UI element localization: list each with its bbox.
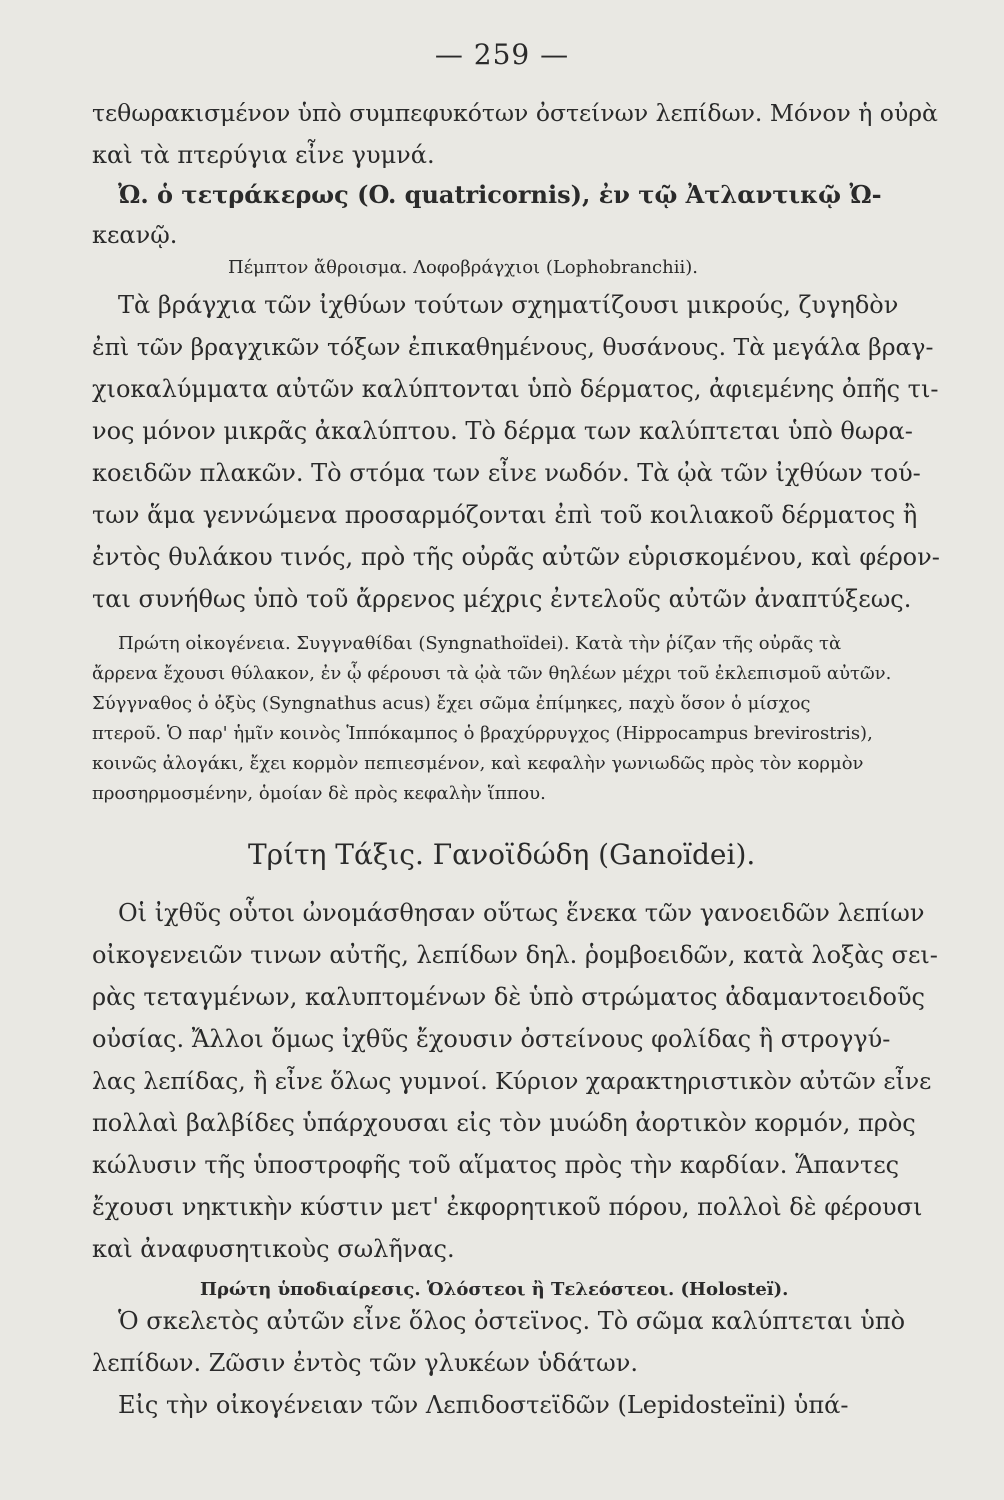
section-heading-lophobranchii: Πέμπτον ἄθροισμα. Λοφοβράγχιοι (Lophobranchii). <box>228 257 698 278</box>
text-line: καὶ τὰ πτερύγια εἶνε γυμνά. <box>92 141 435 169</box>
text-line: νος μόνον μικρᾶς ἀκαλύπτου. Τὸ δέρμα των καλύπτεται ὑπὸ θωρα- <box>92 417 913 445</box>
chapter-heading-ganoidei: Τρίτη Τάξις. Γανοϊδώδη (Ganoïdei). <box>248 838 756 871</box>
small-text-line: κοινῶς ἀλογάκι, ἔχει κορμὸν πεπιεσμένον, καὶ κεφαλὴν γωνιωδῶς πρὸς τὸν κορμὸν <box>92 753 864 774</box>
text-line: Τὰ βράγχια τῶν ἰχθύων τούτων σχηματίζουσι μικρούς, ζυγηδὸν <box>118 291 899 319</box>
text-line: λεπίδων. Ζῶσιν ἐντὸς τῶν γλυκέων ὑδάτων. <box>92 1349 638 1377</box>
text-line: οἰκογενειῶν τινων αὐτῆς, λεπίδων δηλ. ῥομβοειδῶν, κατὰ λοξὰς σει- <box>92 941 938 969</box>
text-line: κεανῷ. <box>92 221 178 249</box>
page-number: — 259 — <box>434 38 570 71</box>
text-line: Ὁ σκελετὸς αὐτῶν εἶνε ὅλος ὀστεϊνος. Τὸ σῶμα καλύπτεται ὑπὸ <box>118 1307 906 1335</box>
text-line: τεθωρακισμένον ὑπὸ συμπεφυκότων ὀστείνων λεπίδων. Μόνον ἡ οὐρὰ <box>92 99 938 127</box>
text-line: λας λεπίδας, ἢ εἶνε ὅλως γυμνοί. Κύριον χαρακτηριστικὸν αὐτῶν εἶνε <box>92 1067 932 1095</box>
text-line: ἐντὸς θυλάκου τινός, πρὸ τῆς οὐρᾶς αὐτῶν εὑρισκομένου, καὶ φέρον- <box>92 543 940 571</box>
text-line: καὶ ἀναφυσητικοὺς σωλῆνας. <box>92 1235 455 1263</box>
species-line: Ὠ. ὁ τετράκερως (O. quatricornis), ἐν τῷ Ἀτλαντικῷ Ὠ- <box>118 180 882 209</box>
text-line: των ἅμα γεννώμενα προσαρμόζονται ἐπὶ τοῦ κοιλιακοῦ δέρματος ἢ <box>92 501 918 529</box>
family-heading-syngnathoidei: Πρώτη οἰκογένεια. Συγγναθίδαι (Syngnathoïdei). Κατὰ τὴν ῥίζαν τῆς οὐρᾶς τὰ <box>118 633 842 654</box>
small-text-line: ἄρρενα ἔχουσι θύλακον, ἐν ᾧ φέρουσι τὰ ᾠὰ τῶν θηλέων μέχρι τοῦ ἐκλεπισμοῦ αὐτῶν. <box>92 663 892 684</box>
text-line: ται συνήθως ὑπὸ τοῦ ἄρρενος μέχρις ἐντελοῦς αὐτῶν ἀναπτύξεως. <box>92 585 912 613</box>
text-line: ἔχουσι νηκτικὴν κύστιν μετ' ἐκφορητικοῦ πόρου, πολλοὶ δὲ φέρουσι <box>92 1193 923 1221</box>
text-line: κοειδῶν πλακῶν. Τὸ στόμα των εἶνε νωδόν. Τὰ ᾠὰ τῶν ἰχθύων τού- <box>92 459 921 487</box>
text-line: χιοκαλύμματα αὐτῶν καλύπτονται ὑπὸ δέρματος, ἀφιεμένης ὀπῆς τι- <box>92 375 939 403</box>
text-line: ρὰς τεταγμένων, καλυπτομένων δὲ ὑπὸ στρώματος ἀδαμαντοειδοῦς <box>92 983 925 1011</box>
text-line: ἐπὶ τῶν βραγχικῶν τόξων ἐπικαθημένους, θυσάνους. Τὰ μεγάλα βραγ- <box>92 333 934 361</box>
text-line: οὐσίας. Ἄλλοι ὅμως ἰχθῦς ἔχουσιν ὀστείνους φολίδας ἢ στρογγύ- <box>92 1025 891 1053</box>
text-line: Εἰς τὴν οἰκογένειαν τῶν Λεπιδοστεϊδῶν (Lepidosteïni) ὑπά- <box>118 1391 849 1419</box>
text-line: Οἱ ἰχθῦς οὗτοι ὠνομάσθησαν οὕτως ἕνεκα τῶν γανοειδῶν λεπίων <box>118 899 925 927</box>
small-text-line: προσηρμοσμένην, ὁμοίαν δὲ πρὸς κεφαλὴν ἵππου. <box>92 783 546 804</box>
text-line: πολλαὶ βαλβίδες ὑπάρχουσαι εἰς τὸν μυώδη ἀορτικὸν κορμόν, πρὸς <box>92 1109 916 1137</box>
small-text-line: Σύγγναθος ὁ ὀξὺς (Syngnathus acus) ἔχει σῶμα ἐπίμηκες, παχὺ ὅσον ὁ μίσχος <box>92 693 811 714</box>
subdivision-heading-holostei: Πρώτη ὑποδιαίρεσις. Ὁλόστεοι ἢ Τελεόστεοι. (Holosteï). <box>200 1279 789 1300</box>
small-text-line: πτεροῦ. Ὁ παρ' ἡμῖν κοινὸς Ἱππόκαμπος ὁ βραχύρρυγχος (Hippocampus brevirostris), <box>92 723 873 744</box>
text-line: κώλυσιν τῆς ὑποστροφῆς τοῦ αἵματος πρὸς τὴν καρδίαν. Ἅπαντες <box>92 1151 900 1179</box>
